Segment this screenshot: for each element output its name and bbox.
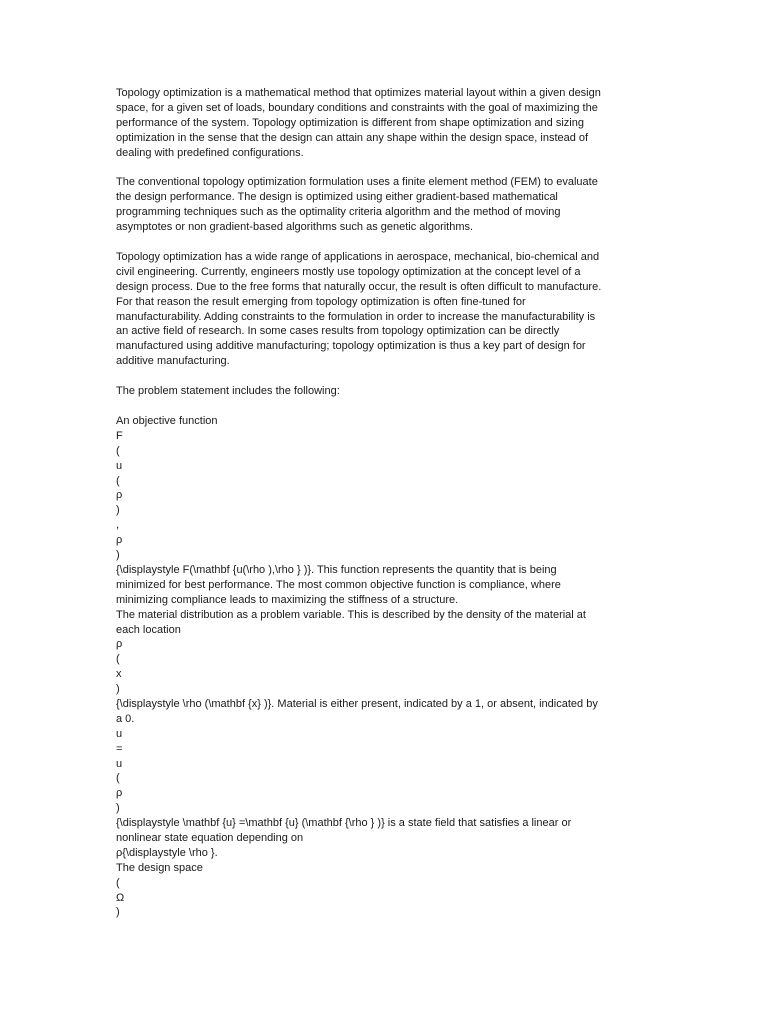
text-line: asymptotes or non gradient-based algorithms such as genetic algorithms. [116, 221, 474, 234]
text-line: the design performance. The design is optimized using either gradient-based mathematical [116, 191, 558, 204]
list-line: ρ [116, 489, 123, 502]
list-line: ( [116, 653, 120, 666]
list-line: = [116, 742, 123, 755]
list-line: ( [116, 444, 120, 457]
text-line: an active field of research. In some cases results from topology optimization can be directly [116, 325, 560, 338]
text-line: manufactured using additive manufacturing; topology optimization is thus a key part of design for [116, 340, 586, 353]
paragraph-problem-statement [116, 384, 661, 399]
list-line: , [116, 519, 120, 532]
text-line: dealing with predefined configurations. [116, 146, 304, 159]
list-line: each location [116, 623, 181, 636]
text-line: Topology optimization has a wide range of applications in aerospace, mechanical, bio-chemical and [116, 251, 600, 264]
list-line: {\displaystyle F(\mathbf {u(\rho ),\rho } )}. This function represents the quantity that is being [116, 563, 557, 576]
paragraph-formulation [116, 175, 661, 235]
list-line: {\displaystyle \rho (\mathbf {x} )}. Material is either present, indicated by a 1, or absent, indicated by [116, 697, 598, 710]
list-line: ) [116, 683, 120, 696]
text-line: additive manufacturing. [116, 355, 230, 368]
text-line: optimization in the sense that the design can attain any shape within the design space, instead of [116, 131, 589, 144]
list-line: ) [116, 802, 120, 815]
list-line: ρ [116, 534, 123, 547]
text-line: For that reason the result emerging from topology optimization is often fine-tuned for [116, 295, 526, 308]
text-line: civil engineering. Currently, engineers mostly use topology optimization at the concept level of a [116, 265, 581, 278]
list-line: x [116, 668, 122, 681]
list-line: u [116, 757, 123, 770]
list-line: ρ [116, 787, 123, 800]
text-line: design process. Due to the free forms that naturally occur, the result is often difficult to manufacture. [116, 280, 602, 293]
list-line: minimizing compliance leads to maximizing the stiffness of a structure. [116, 593, 459, 606]
document-body [116, 86, 661, 920]
list-line: u [116, 727, 123, 740]
paragraph-intro [116, 86, 661, 160]
list-line: {\displaystyle \mathbf {u} =\mathbf {u} (\mathbf {\rho } )} is a state field that satisfies a linear or [116, 817, 572, 830]
list-line: a 0. [116, 712, 135, 725]
text-line: The problem statement includes the following: [116, 385, 340, 398]
list-line: ) [116, 504, 120, 517]
list-line: ) [116, 906, 120, 919]
list-line: The design space [116, 861, 203, 874]
list-line: ( [116, 772, 120, 785]
list-line: An objective function [116, 415, 218, 428]
list-line: F [116, 429, 123, 442]
problem-statement-list [116, 414, 661, 920]
list-line: ) [116, 549, 120, 562]
list-line: ( [116, 876, 120, 889]
list-line: u [116, 459, 123, 472]
list-line: Ω [116, 891, 125, 904]
text-line: manufacturability. Adding constraints to the formulation in order to increase the manufacturability is [116, 310, 596, 323]
list-line: minimized for best performance. The most common objective function is compliance, where [116, 578, 561, 591]
list-line: ( [116, 474, 120, 487]
list-line: ρ [116, 638, 123, 651]
text-line: The conventional topology optimization formulation uses a finite element method (FEM) to evaluate [116, 176, 598, 189]
list-line: nonlinear state equation depending on [116, 831, 304, 844]
text-line: Topology optimization is a mathematical method that optimizes material layout within a given design [116, 87, 601, 99]
text-line: performance of the system. Topology optimization is different from shape optimization and sizing [116, 116, 584, 129]
text-line: programming techniques such as the optimality criteria algorithm and the method of moving [116, 206, 561, 219]
paragraph-applications [116, 250, 661, 369]
list-line: ρ{\displaystyle \rho }. [116, 846, 218, 859]
list-line: The material distribution as a problem variable. This is described by the density of the material at [116, 608, 586, 621]
text-line: space, for a given set of loads, boundary conditions and constraints with the goal of maximizing the [116, 101, 598, 114]
